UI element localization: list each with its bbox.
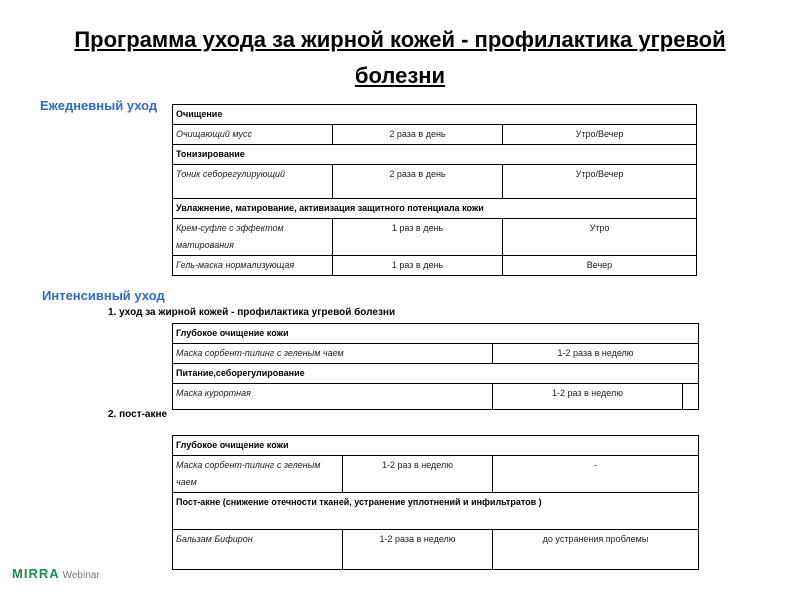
subsection-2-title: 2. пост-акне xyxy=(108,409,168,420)
duration-cell: до устранения проблемы xyxy=(493,530,699,570)
table-row xyxy=(173,344,699,364)
frequency-cell: 1-2 раз в неделю xyxy=(493,384,683,410)
subsection-1-title: 1. уход за жирной кожей - профилактика угревой болезни xyxy=(108,307,396,318)
frequency-cell: 1 раз в день xyxy=(333,219,503,256)
frequency-cell: 2 раза в день xyxy=(333,125,503,145)
cleansing-header: Очищение xyxy=(173,105,697,125)
time-cell: Вечер xyxy=(503,256,697,276)
product-cell: Гель-маска нормализующая xyxy=(173,256,333,276)
time-cell: - xyxy=(493,456,699,493)
product-cell: Бальзам Бифирон xyxy=(173,530,343,570)
time-cell: Утро xyxy=(503,219,697,256)
frequency-cell: 1-2 раз в неделю xyxy=(343,456,493,493)
table-row xyxy=(173,456,699,493)
toning-header: Тонизирование xyxy=(173,145,697,165)
table-row xyxy=(173,219,697,256)
product-cell: Маска сорбент-пилинг с зеленым чаем xyxy=(173,344,493,364)
frequency-cell: 2 раза в день xyxy=(333,165,503,199)
time-cell: Утро/Вечер xyxy=(503,125,697,145)
deep-cleansing-header: Глубокое очищение кожи xyxy=(173,324,699,344)
product-cell: Маска сорбент-пилинг с зеленым чаем xyxy=(173,456,343,493)
table-row xyxy=(173,530,699,570)
logo-brand: MIRRA xyxy=(12,566,60,581)
product-cell: Тоник себорегулирующий xyxy=(173,165,333,199)
intensive-table-1 xyxy=(172,323,699,410)
product-cell: Маска курортная xyxy=(173,384,493,410)
time-cell: Утро/Вечер xyxy=(503,165,697,199)
daily-care-heading: Ежедневный уход xyxy=(40,98,158,113)
mirra-logo xyxy=(12,566,100,581)
logo-suffix: Webinar xyxy=(62,570,100,581)
product-cell: Очищающий мусс xyxy=(173,125,333,145)
nutrition-header: Питание,себорегулирование xyxy=(173,364,699,384)
page-title: Программа ухода за жирной кожей - профилактика угревой болезни xyxy=(74,27,726,88)
frequency-cell: 1 раз в день xyxy=(333,256,503,276)
product-cell: Крем-суфле с эффектом матирования xyxy=(173,219,333,256)
deep-cleansing-header: Глубокое очищение кожи xyxy=(173,436,699,456)
daily-care-table xyxy=(172,104,697,276)
intensive-care-heading: Интенсивный уход xyxy=(42,288,165,303)
frequency-cell: 1-2 раза в неделю xyxy=(493,344,699,364)
post-acne-header: Пост-акне (снижение отечности тканей, устранение уплотнений и инфильтратов ) xyxy=(173,493,699,530)
moisturizing-header: Увлажнение, матирование, активизация защитного потенциала кожи xyxy=(173,199,697,219)
table-row xyxy=(173,125,697,145)
table-row xyxy=(173,256,697,276)
empty-cell xyxy=(683,384,699,410)
table-row xyxy=(173,165,697,199)
table-row xyxy=(173,384,699,410)
frequency-cell: 1-2 раза в неделю xyxy=(343,530,493,570)
intensive-table-2 xyxy=(172,435,699,570)
